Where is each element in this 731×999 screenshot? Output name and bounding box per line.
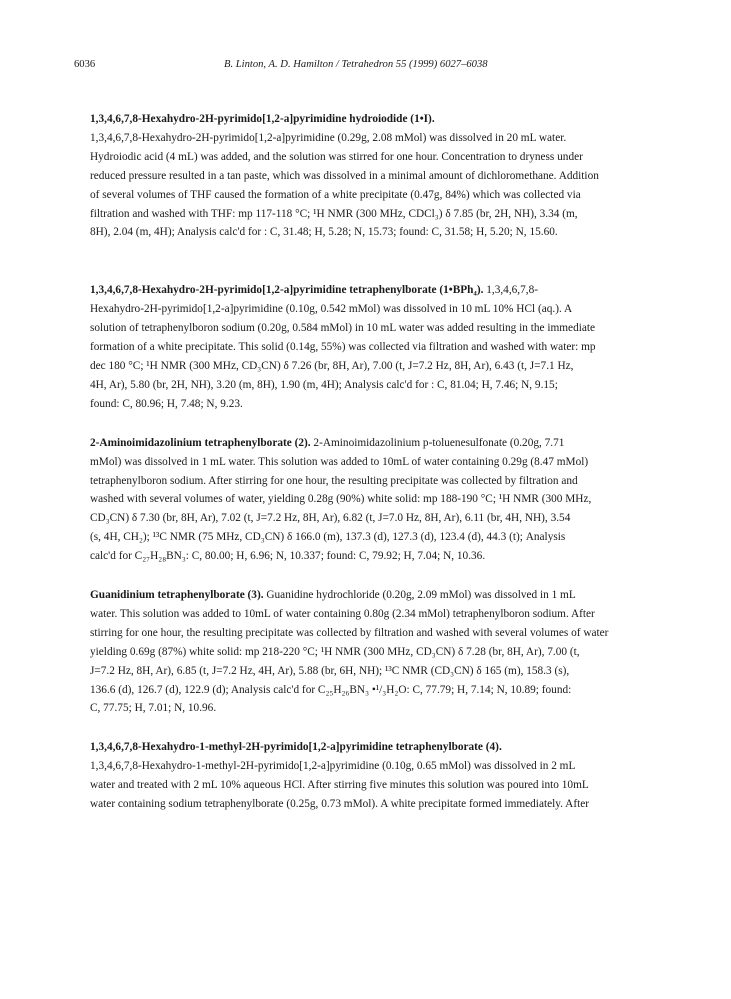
entry-line: (s, 4H, CH₂); ¹³C NMR (75 MHz, CD₃CN) δ 166.0 (m), 137.3 (d), 127.3 (d), 123.4 (d), 44.3 (t); Analysis (90, 531, 566, 544)
entry-line: water containing sodium tetraphenylborate (0.25g, 0.73 mMol). A white precipitate formed immediately. After (90, 798, 590, 811)
entry-line: 1,3,4,6,7,8-Hexahydro-1-methyl-2H-pyrimido[1,2-a]pyrimidine (0.10g, 0.65 mMol) was dissolved in 2 mL (90, 760, 576, 773)
entry-heading: 1,3,4,6,7,8-Hexahydro-2H-pyrimido[1,2-a]pyrimidine tetraphenylborate (1•BPh₄). (90, 284, 484, 297)
entry-line: dec 180 °C; ¹H NMR (300 MHz, CD₃CN) δ 7.26 (br, 8H, Ar), 7.00 (t, J=7.2 Hz, 8H, Ar), 6.43 (t, J=7.1 Hz, (90, 359, 574, 372)
entry-line: Hydroiodic acid (4 mL) was added, and the solution was stirred for one hour. Concentration to dryness under (90, 150, 583, 163)
entry-line: water. This solution was added to 10mL of water containing 0.80g (2.34 mMol) tetraphenylboron sodium. After (90, 607, 595, 620)
entry-line: yielding 0.69g (87%) white solid: mp 218-220 °C; ¹H NMR (300 MHz, CD₃CN) δ 7.28 (br, 8H, Ar), 7.00 (t, (90, 645, 580, 658)
entry-line: found: C, 80.96; H, 7.48; N, 9.23. (90, 397, 243, 410)
entry-title (90, 738, 658, 757)
entry-line: Hexahydro-2H-pyrimido[1,2-a]pyrimidine (0.10g, 0.542 mMol) was dissolved in 10 mL 10% HCl (aq.). A (90, 303, 573, 316)
compound-entry-1 (90, 110, 658, 242)
entry-line: 8H), 2.04 (m, 4H); Analysis calc'd for : C, 31.48; H, 5.28; N, 15.73; found: C, 31.58; H, 5.20; N, 15.60. (90, 226, 558, 239)
entry-first-line (90, 281, 658, 300)
compound-entry-3 (90, 586, 658, 718)
entry-first-line-tail: Guanidine hydrochloride (0.20g, 2.09 mMol) was dissolved in 1 mL (266, 589, 576, 602)
entry-line: 4H, Ar), 5.80 (br, 2H, NH), 3.20 (m, 8H), 1.90 (m, 4H); Analysis calc'd for : C, 81.04; H, 7.46; N, 9.15; (90, 378, 558, 391)
entry-heading: 2-Aminoimidazolinium tetraphenylborate (2). (90, 436, 311, 449)
entry-first-line-tail: 1,3,4,6,7,8- (486, 284, 539, 297)
entry-heading: 1,3,4,6,7,8-Hexahydro-1-methyl-2H-pyrimido[1,2-a]pyrimidine tetraphenylborate (4). (90, 741, 502, 754)
compound-entry-1-bph4 (90, 281, 658, 413)
entry-first-line (90, 586, 658, 605)
entry-line: 136.6 (d), 126.7 (d), 122.9 (d); Analysis calc'd for C₂₅H₂₆BN₃ •¹/₃H₂O: C, 77.79; H, 7.14; N, 10.89; found: (90, 683, 572, 696)
entry-line: of several volumes of THF caused the formation of a white precipitate (0.47g, 84%) which was collected via (90, 188, 581, 201)
entry-title (90, 110, 658, 129)
compound-entry-4 (90, 738, 658, 814)
experimental-section (90, 110, 658, 814)
entry-first-line-tail: 2-Aminoimidazolinium p-toluenesulfonate (0.20g, 7.71 (313, 436, 565, 449)
entry-line: filtration and washed with THF: mp 117-118 °C; ¹H NMR (300 MHz, CDCl₃) δ 7.85 (br, 2H, NH), 3.34 (m, (90, 207, 578, 220)
entry-line: reduced pressure resulted in a tan paste, which was dissolved in a minimal amount of dichloromethane. Addition (90, 169, 599, 182)
entry-heading: 1,3,4,6,7,8-Hexahydro-2H-pyrimido[1,2-a]pyrimidine hydroiodide (1•I). (90, 113, 435, 125)
entry-line: stirring for one hour, the resulting precipitate was collected by filtration and washed with several volumes of water (90, 626, 609, 639)
entry-line: formation of a white precipitate. This solid (0.14g, 55%) was collected via filtration and washed with water: mp (90, 341, 596, 354)
entry-line: solution of tetraphenylboron sodium (0.20g, 0.584 mMol) in 10 mL water was added resulting in the immediate (90, 322, 596, 335)
page-number: 6036 (74, 59, 96, 70)
entry-line: J=7.2 Hz, 8H, Ar), 6.85 (t, J=7.2 Hz, 4H, Ar), 5.88 (br, 6H, NH); ¹³C NMR (CD₃CN) δ 165 (m), 158.3 (s), (90, 664, 570, 677)
entry-line: calc'd for C₂₇H₂₈BN₃: C, 80.00; H, 6.96; N, 10.337; found: C, 79.92; H, 7.04; N, 10.36. (90, 550, 486, 563)
entry-line: 1,3,4,6,7,8-Hexahydro-2H-pyrimido[1,2-a]pyrimidine (0.29g, 2.08 mMol) was dissolved in 20 mL water. (90, 131, 567, 144)
running-head (74, 58, 654, 72)
journal-citation: B. Linton, A. D. Hamilton / Tetrahedron 55 (1999) 6027–6038 (224, 59, 488, 70)
entry-line: CD₃CN) δ 7.30 (br, 8H, Ar), 7.02 (t, J=7.2 Hz, 8H, Ar), 6.82 (t, J=7.0 Hz, 8H, Ar), 6.11 (br, 4H, NH), 3.54 (90, 512, 571, 525)
compound-entry-2 (90, 434, 658, 566)
entry-line: water and treated with 2 mL 10% aqueous HCl. After stirring five minutes this solution was poured into 10mL (90, 779, 589, 792)
entry-line: tetraphenylboron sodium. After stirring for one hour, the resulting precipitate was collected by filtration and (90, 474, 578, 487)
entry-line: mMol) was dissolved in 1 mL water. This solution was added to 10mL of water containing 0.29g (8.47 mMol) (90, 455, 589, 468)
entry-line: washed with several volumes of water, yielding 0.28g (90%) white solid: mp 188-190 °C; ¹H NMR (300 MHz, (90, 493, 592, 506)
entry-first-line (90, 434, 658, 453)
entry-heading: Guanidinium tetraphenylborate (3). (90, 589, 264, 602)
entry-line: C, 77.75; H, 7.01; N, 10.96. (90, 702, 217, 715)
